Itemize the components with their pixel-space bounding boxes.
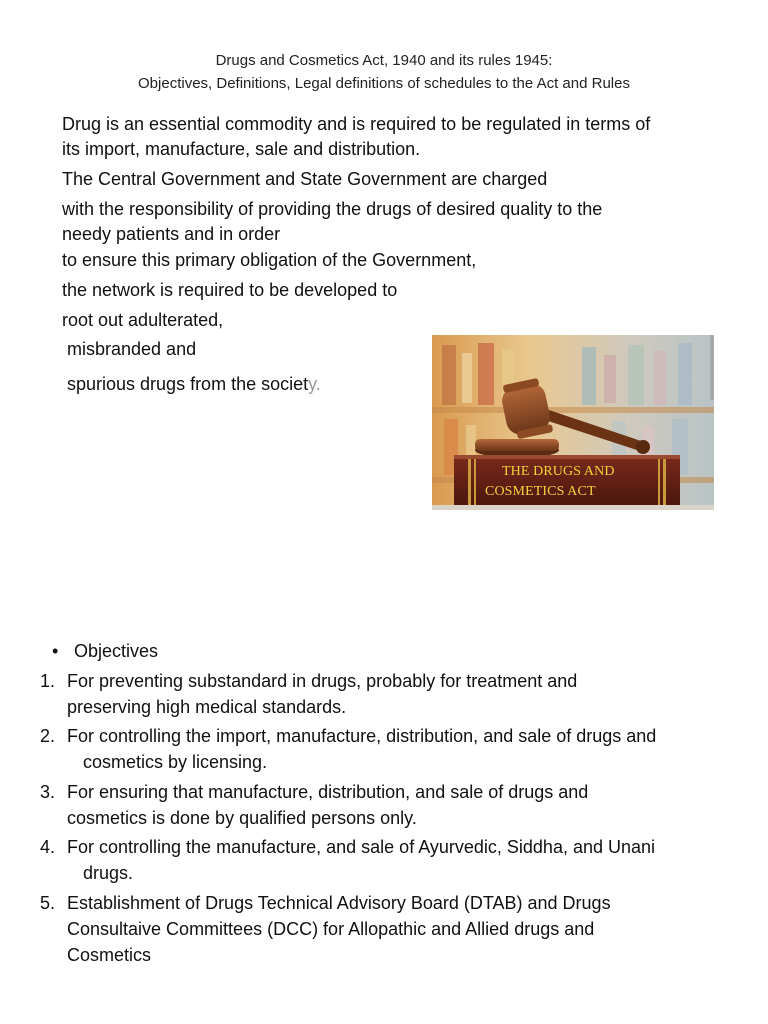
gavel-book-photo [432, 335, 714, 510]
intro-line-3: The Central Government and State Government are charged [62, 169, 548, 189]
book-title-line-1: THE DRUGS AND [502, 464, 615, 479]
objective-item-3 [40, 779, 740, 831]
intro-line-1: Drug is an essential commodity and is required to be regulated in terms of [62, 114, 651, 134]
objective-number: 4. [40, 837, 56, 857]
objective-number: 2. [40, 726, 56, 746]
intro-line-8: root out adulterated, [62, 310, 224, 330]
intro-line-10 [62, 372, 321, 397]
objectives-heading-text: Objectives [74, 641, 159, 661]
objective-number: 5. [40, 893, 56, 913]
objective-text-line-2: preserving high medical standards. [67, 697, 347, 717]
intro-line-4: with the responsibility of providing the drugs of desired quality to the [62, 199, 603, 219]
objective-text-line-2: cosmetics is done by qualified persons only. [67, 808, 417, 828]
objective-text-line-1: For controlling the import, manufacture, distribution, and sale of drugs and [67, 726, 657, 746]
objective-item-5 [40, 890, 740, 968]
objective-text-line-1: Establishment of Drugs Technical Advisory Board (DTAB) and Drugs [67, 893, 611, 913]
objective-text-line-1: For preventing substandard in drugs, probably for treatment and [67, 671, 578, 691]
objective-number: 1. [40, 671, 56, 691]
objective-text-line-1: For ensuring that manufacture, distribution, and sale of drugs and [67, 782, 589, 802]
page-title-line-1: Drugs and Cosmetics Act, 1940 and its rules 1945: [215, 52, 553, 69]
intro-line-6: to ensure this primary obligation of the Government, [62, 250, 477, 270]
objectives-heading [52, 639, 158, 664]
bullet-icon: • [52, 641, 59, 661]
objective-text-line-1: For controlling the manufacture, and sale of Ayurvedic, Siddha, and Unani [67, 837, 656, 857]
intro-line-9: misbranded and [62, 339, 197, 359]
intro-line-2: its import, manufacture, sale and distribution. [62, 139, 421, 159]
intro-line-10-text: spurious drugs from the societ [62, 374, 309, 394]
objective-text-line-2: cosmetics by licensing. [83, 752, 268, 772]
objective-item-2 [40, 723, 740, 775]
objective-text-line-2: drugs. [83, 863, 134, 883]
objective-number: 3. [40, 782, 56, 802]
intro-line-7: the network is required to be developed to [62, 280, 398, 300]
objective-item-1 [40, 668, 740, 720]
intro-line-5: needy patients and in order [62, 224, 281, 244]
objective-text-line-3: Cosmetics [67, 945, 152, 965]
book-title-line-2: COSMETICS ACT [485, 484, 596, 499]
page-title-line-2: Objectives, Definitions, Legal definitions of schedules to the Act and Rules [138, 75, 630, 92]
objective-text-line-2: Consultaive Committees (DCC) for Allopathic and Allied drugs and [67, 919, 595, 939]
objective-item-4 [40, 834, 740, 886]
intro-line-10-faded: y. [308, 374, 321, 394]
